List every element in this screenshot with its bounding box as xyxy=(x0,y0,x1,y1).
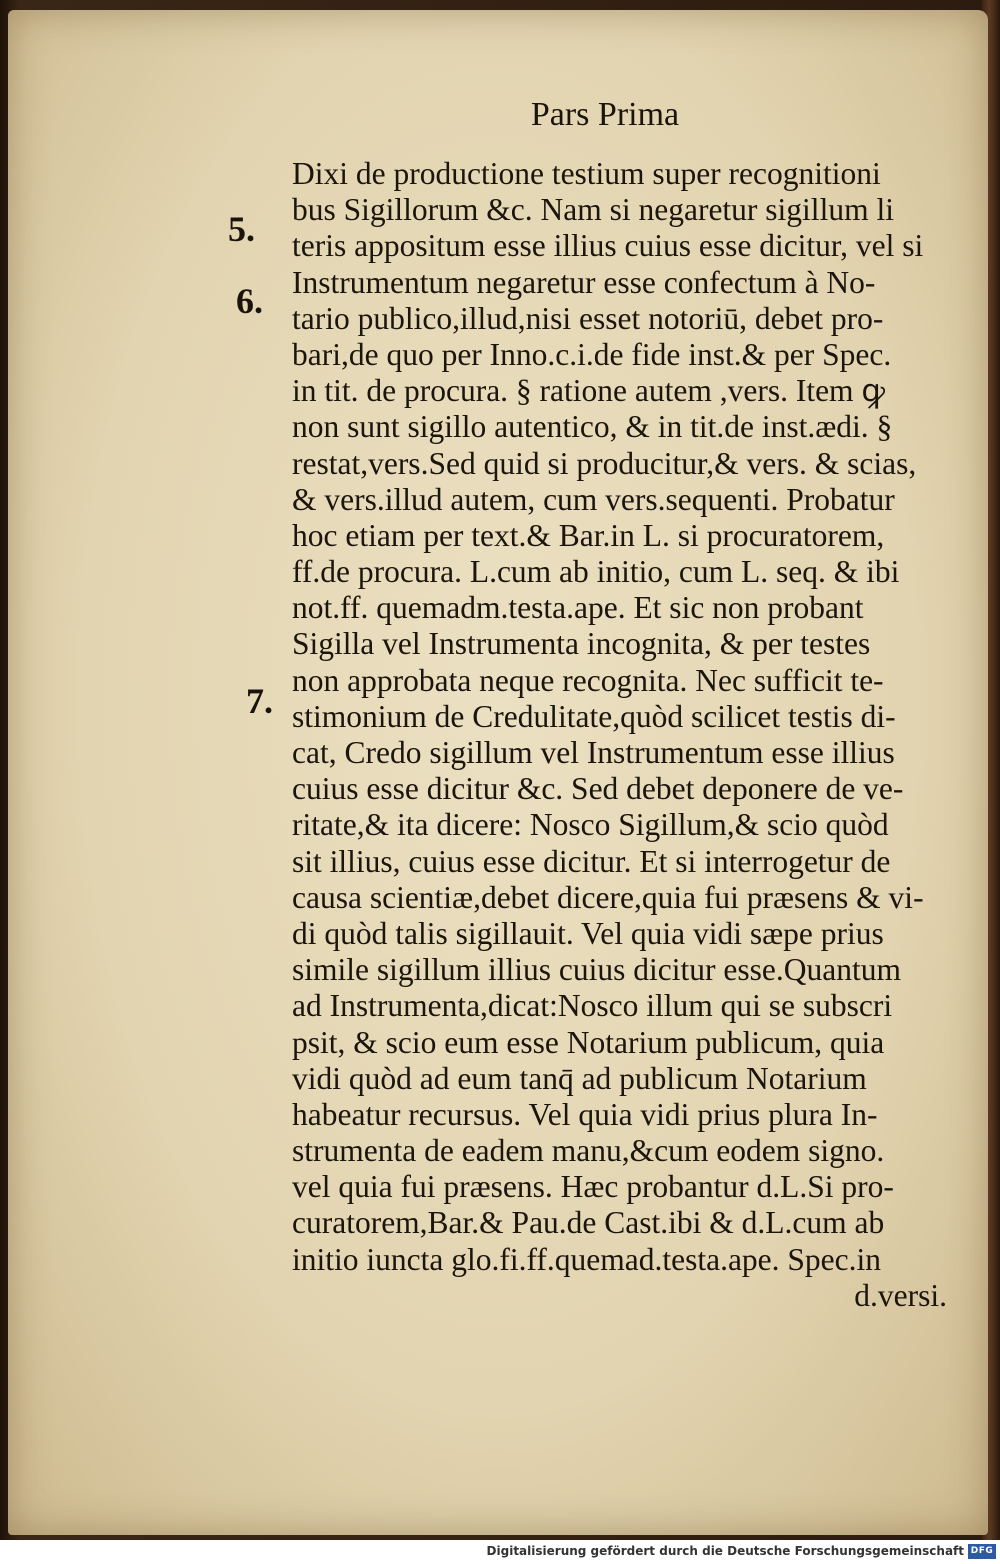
text-line: tario publico,illud,nisi esset notoriū, debet pro- xyxy=(292,300,884,336)
text-line: vidi quòd ad eum tanq̄ ad publicum Notarium xyxy=(292,1060,867,1096)
margin-number: 6. xyxy=(236,281,263,321)
text-line: ff.de procura. L.cum ab initio, cum L. seq. & ibi xyxy=(292,554,900,590)
running-head: Pars Prima xyxy=(530,96,680,133)
text-line: cat, Credo sigillum vel Instrumentum esse illius xyxy=(292,735,895,770)
catchword: d.versi. xyxy=(854,1277,947,1313)
text-line: non sunt sigillo autentico, & in tit.de inst.ædi. § xyxy=(292,409,893,445)
text-line: causa scientiæ,debet dicere,quia fui præsens & vi- xyxy=(292,879,924,915)
text-line: in tit. de procura. § ratione autem ,vers. Item ꝙ xyxy=(292,373,886,409)
text-line: initio iuncta glo.fi.ff.quemad.testa.ape. Spec.in xyxy=(292,1241,882,1277)
text-line: ad Instrumenta,dicat:Nosco illum qui se subscri xyxy=(292,988,893,1024)
text-line: habeatur recursus. Vel quia vidi prius plura In- xyxy=(292,1096,878,1132)
text-line: restat,vers.Sed quid si producitur,& vers. & scias, xyxy=(292,445,917,481)
text-line: non approbata neque recognita. Nec sufficit te- xyxy=(292,662,884,698)
text-line: di quòd talis sigillauit. Vel quia vidi sæpe prius xyxy=(292,915,884,951)
body-text xyxy=(292,156,957,1314)
text-line: psit, & scio eum esse Notarium publicum, quia xyxy=(292,1024,885,1060)
text-line: curatorem,Bar.& Pau.de Cast.ibi & d.L.cum ab xyxy=(292,1205,885,1241)
text-line: simile sigillum illius cuius dicitur esse.Quantum xyxy=(292,952,901,988)
funding-credit: Digitalisierung gefördert durch die Deutsche Forschungsgemeinschaft xyxy=(486,1544,964,1558)
text-line: bus Sigillorum &c. Nam si negaretur sigillum li xyxy=(292,192,894,228)
footer-bar xyxy=(0,1540,1000,1564)
text-line: hoc etiam per text.& Bar.in L. si procuratorem, xyxy=(292,517,885,553)
margin-number: 7. xyxy=(246,681,273,721)
text-line: cuius esse dicitur &c. Sed debet deponere de ve- xyxy=(292,771,904,807)
text-line: bari,de quo per Inno.c.i.de fide inst.& per Spec. xyxy=(292,336,892,372)
text-line: & vers.illud autem, cum vers.sequenti. Probatur xyxy=(292,481,895,517)
text-line: sit illius, cuius esse dicitur. Et si interrogetur de xyxy=(292,843,891,879)
margin-number: 5. xyxy=(228,209,255,249)
text-line: ritate,& ita dicere: Nosco Sigillum,& scio quòd xyxy=(292,807,889,843)
text-line: stimonium de Credulitate,quòd scilicet testis di- xyxy=(292,698,896,734)
dfg-logo: DFG xyxy=(968,1544,996,1559)
text-line: strumenta de eadem manu,&cum eodem signo. xyxy=(292,1133,885,1169)
text-line: Sigilla vel Instrumenta incognita, & per testes xyxy=(292,626,871,662)
text-line: Instrumentum negaretur esse confectum à No- xyxy=(292,264,876,300)
text-line: not.ff. quemadm.testa.ape. Et sic non probant xyxy=(292,590,864,626)
text-line: Dixi de productione testium super recognitioni xyxy=(292,156,881,191)
text-line: teris appositum esse illius cuius esse dicitur, vel si xyxy=(292,228,924,264)
text-line: vel quia fui præsens. Hæc probantur d.L.Si pro- xyxy=(292,1169,894,1205)
